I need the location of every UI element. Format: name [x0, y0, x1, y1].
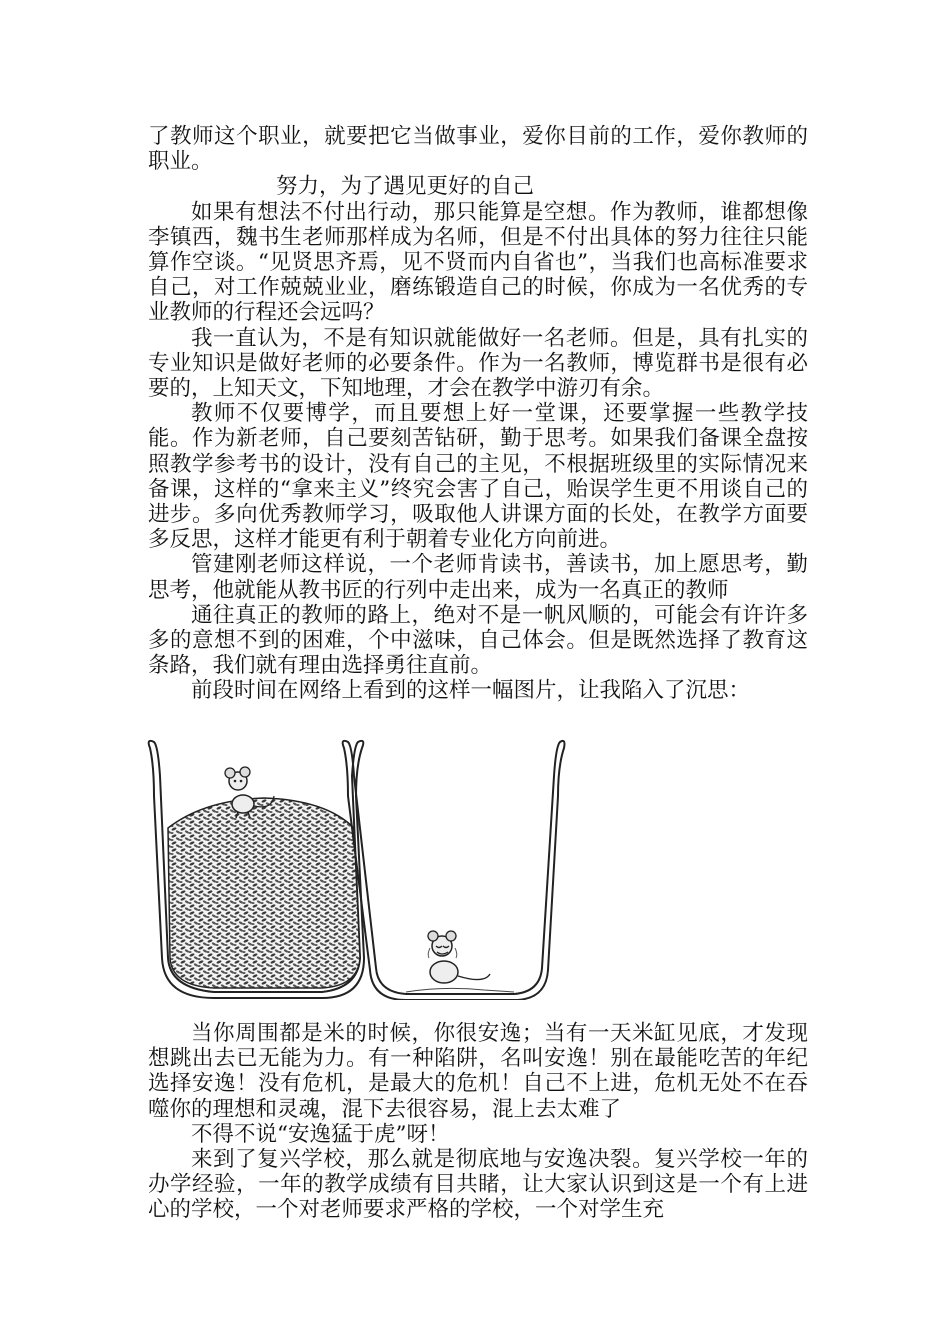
paragraph: 我一直认为，不是有知识就能做好一名老师。但是，具有扎实的专业知识是做好老师的必要条件。作为一名教师，博览群书是很有必要的，上知天文，下知地理，才会在教学中游刃有余。	[148, 325, 808, 402]
crying-mouse-icon	[428, 931, 490, 983]
full-rice-jar	[149, 741, 364, 998]
paragraph: 管建刚老师这样说，一个老师肯读书，善读书，加上愿思考，勤思考，他就能从教书匠的行列中走出来，成为一名真正的教师	[148, 552, 808, 603]
paragraph: 通往真正的教师的路上，绝对不是一帆风顺的，可能会有许许多多的意想不到的困难，个中滋味，自己体会。但是既然选择了教育这条路，我们就有理由选择勇往直前。	[148, 602, 808, 679]
paragraph: 教师不仅要博学，而且要想上好一堂课，还要掌握一些教学技能。作为新老师，自己要刻苦钻研，勤于思考。如果我们备课全盘按照教学参考书的设计，没有自己的主见，不根据班级里的实际情况来备课，这样的“拿来主义”终究会害了自己，贻误学生更不用谈自己的进步。多向优秀教师学习，吸取他人讲课方面的长处，在教学方面要多反思，这样才能更有利于朝着专业化方向前进。	[148, 401, 808, 553]
rice-jar-mouse-illustration	[144, 736, 566, 1000]
paragraph: 来到了复兴学校，那么就是彻底地与安逸决裂。复兴学校一年的办学经验，一年的教学成绩有目共睹，让大家认识到这是一个有上进心的学校，一个对老师要求严格的学校，一个对学生充	[148, 1147, 808, 1223]
article-text-top	[148, 124, 808, 704]
section-heading: 努力，为了遇见更好的自己	[276, 174, 535, 200]
illustration-svg	[144, 736, 566, 1000]
paragraph: 当你周围都是米的时候，你很安逸；当有一天米缸见底，才发现想跳出去已无能为力。有一种陷阱，名叫安逸！别在最能吃苦的年纪选择安逸！没有危机，是最大的危机！自己不上进，危机无处不在吞噬你的理想和灵魂，混下去很容易，混上去太难了	[148, 1021, 808, 1122]
paragraph: 前段时间在网络上看到的这样一幅图片，让我陷入了沉思：	[191, 678, 751, 704]
article-text-bottom	[148, 1021, 808, 1223]
empty-rice-jar	[343, 741, 565, 1000]
paragraph: 如果有想法不付出行动，那只能算是空想。作为教师，谁都想像李镇西，魏书生老师那样成为名师，但是不付出具体的努力往往只能算作空谈。“见贤思齐焉，见不贤而内自省也”，当我们也高标准要求自己，对工作兢兢业业，磨练锻造自己的时候，你成为一名优秀的专业教师的行程还会远吗？	[148, 199, 808, 326]
paragraph: 了教师这个职业，就要把它当做事业，爱你目前的工作，爱你教师的职业。	[148, 124, 808, 175]
paragraph: 不得不说“安逸猛于虎”呀！	[191, 1121, 450, 1147]
